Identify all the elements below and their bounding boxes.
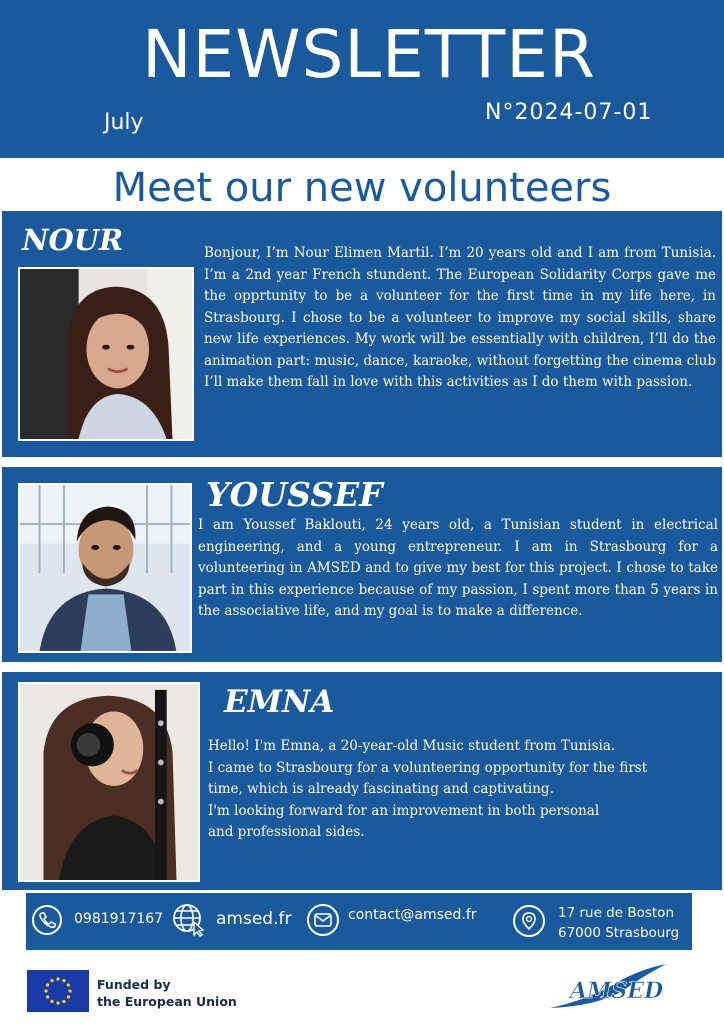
bio-line: time, which is already fascinating and captivating.	[208, 781, 554, 797]
location-pin-icon	[513, 905, 545, 937]
section-title: Meet our new volunteers	[112, 165, 612, 211]
contact-bar	[26, 893, 692, 950]
funding-line: Funded by	[97, 977, 171, 992]
bio-line: Hello! I'm Emna, a 20-year-old Music student from Tunisia.	[208, 738, 616, 754]
phone-icon	[32, 905, 62, 935]
volunteer-photo-emna	[18, 682, 200, 882]
funding-statement	[97, 976, 237, 1010]
volunteer-card-youssef	[2, 467, 722, 662]
website-link[interactable]: amsed.fr	[216, 909, 292, 929]
eu-flag	[27, 970, 89, 1012]
issue-month: July	[104, 110, 144, 135]
phone-number[interactable]: 0981917167	[74, 911, 164, 927]
bio-line: and professional sides.	[208, 824, 365, 840]
volunteer-photo-youssef	[18, 483, 192, 653]
mail-icon	[307, 904, 339, 936]
address-line: 17 rue de Boston	[558, 905, 675, 921]
issue-number: N°2024-07-01	[485, 100, 653, 125]
volunteer-card-nour	[2, 211, 722, 457]
funding-line: the European Union	[97, 994, 237, 1009]
email-link[interactable]: contact@amsed.fr	[348, 907, 477, 923]
bio-line: I came to Strasbourg for a volunteering opportunity for the first	[208, 759, 648, 776]
svg-text:AMSED: AMSED	[570, 978, 664, 1004]
newsletter-header	[0, 0, 724, 158]
bio-line: I'm looking forward for an improvement in both personal	[208, 802, 600, 819]
newsletter-title: NEWSLETTER	[142, 16, 596, 93]
volunteer-name: EMNA	[224, 684, 335, 720]
address-line: 67000 Strasbourg	[558, 925, 680, 941]
volunteer-bio: I am Youssef Baklouti, 24 years old, a Tunisian student in electrical engineering, and a young entrepreneur. I am in Strasbourg for a volunteering in AMSED and to give my best for this project. I chose to take part in this experience because of my passion, I spent more than 5 years in the associative life, and my goal is to make a difference.	[198, 517, 718, 619]
volunteer-bio: Bonjour, I’m Nour Elimen Martil. I’m 20 years old and I am from Tunisia. I’m a 2nd year French stundent. The European Solidarity Corps gave me the opprtunity to be a volunteer for the first time in my life here, in Strasbourg. I chose to be a volunteer to improve my social skills, share new life experiences. My work will be essentially with children, I’ll do the animation part: music, dance, karaoke, without forgetting the cinema club I’ll make them fall in love with this activities as I do them with passion.	[204, 245, 716, 390]
volunteer-bio-emna	[208, 736, 720, 844]
volunteer-name: NOUR	[22, 223, 124, 257]
amsed-logo	[548, 960, 668, 1012]
postal-address	[558, 903, 679, 943]
globe-icon	[172, 903, 206, 937]
volunteer-photo-nour	[18, 267, 194, 441]
volunteer-card-emna	[2, 672, 722, 890]
volunteer-name: YOUSSEF	[206, 475, 383, 514]
